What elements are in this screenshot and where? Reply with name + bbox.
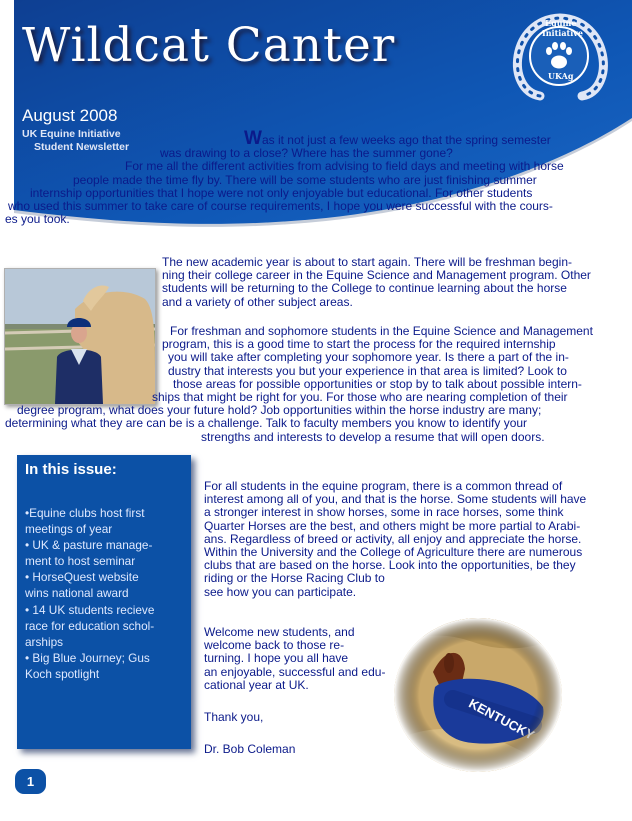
paragraph-line: riding or the Horse Racing Club to [204,571,385,586]
issue-item[interactable]: • Big Blue Journey; Gus [25,651,150,665]
paragraph-line: For all students in the equine program, there is a common thread of [204,479,563,493]
paragraph-line: those areas for possible opportunities or stop by to talk about possible intern- [173,376,582,391]
paragraph-line: an enjoyable, successful and edu- [204,664,386,679]
paragraph-4 [204,480,586,599]
issue-item[interactable]: wins national award [25,586,129,600]
issue-item[interactable]: meetings of year [25,522,113,536]
intro-line: people made the time fly by. There will be some students who are just finishing summer [73,172,537,187]
closing-line: Thank you, [204,710,264,724]
paragraph-3 [0,325,632,444]
issue-item[interactable]: •Equine clubs host first [25,506,145,520]
paragraph-2 [162,256,591,309]
paragraph-line: Quarter Horses are the best, and others might be more partial to Arabi- [204,518,581,533]
intro-line: who used this summer to take care of course requirements, I hope you were successful with the cours- [8,199,553,214]
intro-line: For me all the different activities from advising to field days and meeting with horse [125,159,564,174]
paragraph-line: degree program, what does your future hold? Job opportunities within the horse industry are many; [17,403,542,418]
paragraph-line: dustry that interests you but your experience in that area is limited? Look to [168,363,567,378]
intro-line: as it not just a few weeks ago that the spring semester [261,133,551,147]
signature: Dr. Bob Coleman [204,742,296,756]
paragraph-line: For freshman and sophomore students in the Equine Science and Management [170,324,593,338]
paragraph-line: a stronger interest in show horses, some in race horses, some think [204,505,564,520]
issue-item[interactable]: race for education schol- [25,619,155,633]
paragraph-line: ning their college career in the Equine Science and Management program. Other [162,268,591,283]
in-this-issue-box [17,455,191,749]
paragraph-line: you will take after completing your sophomore year. Is there a part of the in- [168,350,569,365]
intro-line: internship opportunities that I hope were not only enjoyable but educational. For other students [30,185,533,200]
paragraph-line: Within the University and the College of Agriculture there are numerous [204,545,583,560]
paragraph-line: cational year at UK. [204,677,309,692]
issue-item[interactable]: • HorseQuest website [25,570,139,584]
issue-item[interactable]: arships [25,635,64,649]
paragraph-5 [204,626,385,692]
paragraph-line: program, this is a good time to start the process for the required internship [162,337,556,352]
paragraph-line: The new academic year is about to start again. There will be freshman begin- [162,255,572,269]
page-number: 1 [15,769,46,794]
paragraph-line: strengths and interests to develop a resume that will open doors. [201,429,545,444]
issue-item[interactable]: ment to host seminar [25,554,136,568]
paragraph-line: interest among all of you, and that is the horse. Some students will have [204,492,587,507]
paragraph-line: see how you can participate. [204,584,357,599]
photo-foal-in-blanket [393,617,563,773]
paragraph-line: clubs that are based on the horse. Look into the opportunities, be they [204,558,576,573]
issue-item[interactable]: Koch spotlight [25,667,100,681]
paragraph-line: ans. Regardless of breed or activity, all enjoy and appreciate the horse. [204,531,582,546]
paragraph-line: welcome back to those re- [204,638,345,653]
issue-item[interactable]: • 14 UK students recieve [25,603,155,617]
logo-text-equine: Equine [545,18,577,28]
intro-line: was drawing to a close? Where has the summer gone? [160,146,453,161]
paragraph-line: determining what they are can be is a challenge. Talk to faculty members you know to identify your [5,416,528,431]
paragraph-line: turning. I hope you all have [204,651,349,666]
paragraph-line: Welcome new students, and [204,625,355,639]
newsletter-title: Wildcat Canter [22,18,396,73]
subtitle-line-2: Student Newsletter [34,141,130,153]
logo-text-initiative: Initiative [542,28,583,38]
in-this-issue-heading: In this issue: [25,461,117,478]
subtitle-line-1: UK Equine Initiative [22,128,121,140]
paragraph-line: ships that might be right for you. For those who are nearing completion of their [152,390,568,405]
issue-item[interactable]: • UK & pasture manage- [25,538,153,552]
paragraph-line: students will be returning to the College to continue learning about the horse [162,281,567,296]
intro-line: es you took. [5,212,70,227]
logo-text-ukag: UKAg [548,71,574,81]
drop-cap: W [244,128,262,149]
intro-paragraph [0,128,632,227]
paragraph-line: and a variety of other subject areas. [162,294,353,309]
issue-date: August 2008 [22,106,118,125]
